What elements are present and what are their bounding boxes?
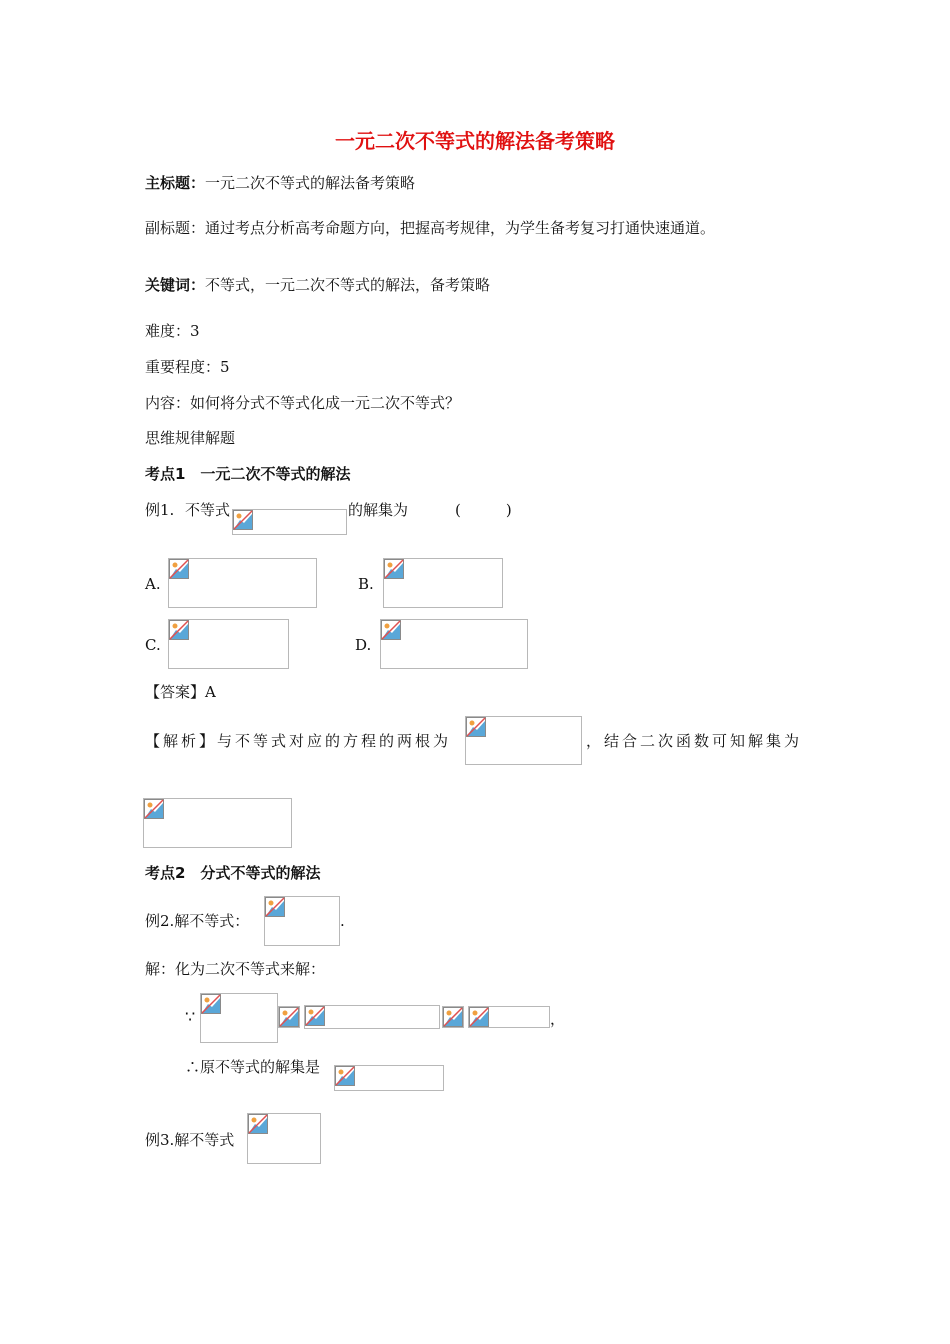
- broken-image-icon: [384, 559, 404, 579]
- content-line: 内容：如何将分式不等式化成一元二次不等式？: [145, 394, 461, 412]
- broken-image-icon: [233, 510, 253, 530]
- ex1-paren: ( ): [455, 501, 512, 519]
- broken-image-icon: [335, 1066, 355, 1086]
- therefore-line: ∴原不等式的解集是: [185, 1058, 321, 1076]
- broken-image-icon: [279, 1007, 299, 1027]
- main-title-line: [145, 173, 415, 193]
- ex1-suffix: 的解集为: [348, 501, 409, 519]
- interval-image: [468, 1006, 550, 1028]
- answer-line: 【答案】A: [145, 683, 216, 701]
- option-c-image: [168, 619, 289, 669]
- solution-line: 解：化为二次不等式来解：: [145, 960, 326, 978]
- because-fraction-image: [200, 993, 278, 1043]
- broken-image-icon: [248, 1114, 268, 1134]
- option-a-label: A.: [145, 575, 161, 593]
- document-title: 一元二次不等式的解法备考策略: [335, 129, 615, 153]
- ex1-formula-image: [232, 509, 347, 535]
- quadratic-inequality-image: [304, 1005, 440, 1029]
- option-d-label: D.: [355, 636, 372, 654]
- analysis-roots-image: [465, 716, 582, 765]
- broken-image-icon: [466, 717, 486, 737]
- broken-image-icon: [201, 994, 221, 1014]
- analysis-prefix: 【解析】与不等式对应的方程的两根为: [145, 732, 452, 750]
- ex1-prefix: 例1.: [145, 501, 175, 519]
- keywords-line: [145, 275, 490, 295]
- ex3-text: 例3.解不等式: [145, 1131, 235, 1149]
- point1-heading: 考点1 一元二次不等式的解法: [145, 465, 351, 483]
- keywords-label: 关键词：: [145, 276, 206, 294]
- broken-image-icon: [169, 620, 189, 640]
- subtitle-line: 副标题：通过考点分析高考命题方向，把握高考规律，为学生备考复习打通快速通道。: [145, 219, 716, 237]
- option-b-image: [383, 558, 503, 608]
- keywords-value: 不等式，一元二次不等式的解法，备考策略: [205, 276, 491, 294]
- option-d-image: [380, 619, 528, 669]
- comma: ，: [550, 1010, 566, 1028]
- analysis-solution-image: [143, 798, 292, 848]
- option-a-image: [168, 558, 317, 608]
- option-c-label: C.: [145, 636, 161, 654]
- ex2-dot: .: [340, 912, 345, 930]
- broken-image-icon: [265, 897, 285, 917]
- ex3-formula-image: [247, 1113, 321, 1164]
- broken-image-icon: [144, 799, 164, 819]
- ex2-text: 例2.解不等式：: [145, 912, 250, 930]
- equiv-symbol-image: [278, 1006, 300, 1028]
- broken-image-icon: [381, 620, 401, 640]
- ex1-text: 不等式: [185, 501, 231, 519]
- difficulty-line: 难度：3: [145, 322, 200, 340]
- broken-image-icon: [443, 1007, 463, 1027]
- because-symbol: ∵: [185, 1007, 196, 1026]
- option-b-label: B.: [358, 575, 374, 593]
- equiv-symbol-image-2: [442, 1006, 464, 1028]
- ex2-formula-image: [264, 896, 340, 946]
- solution-set-image: [334, 1065, 444, 1091]
- point2-heading: 考点2 分式不等式的解法: [145, 864, 321, 882]
- broken-image-icon: [305, 1006, 325, 1026]
- analysis-suffix: ，结合二次函数可知解集为: [586, 732, 803, 750]
- main-title-label: 主标题：: [145, 174, 206, 192]
- main-title-value: 一元二次不等式的解法备考策略: [205, 174, 416, 192]
- broken-image-icon: [469, 1007, 489, 1027]
- thinking-line: 思维规律解题: [145, 429, 236, 447]
- importance-line: 重要程度：5: [145, 358, 230, 376]
- broken-image-icon: [169, 559, 189, 579]
